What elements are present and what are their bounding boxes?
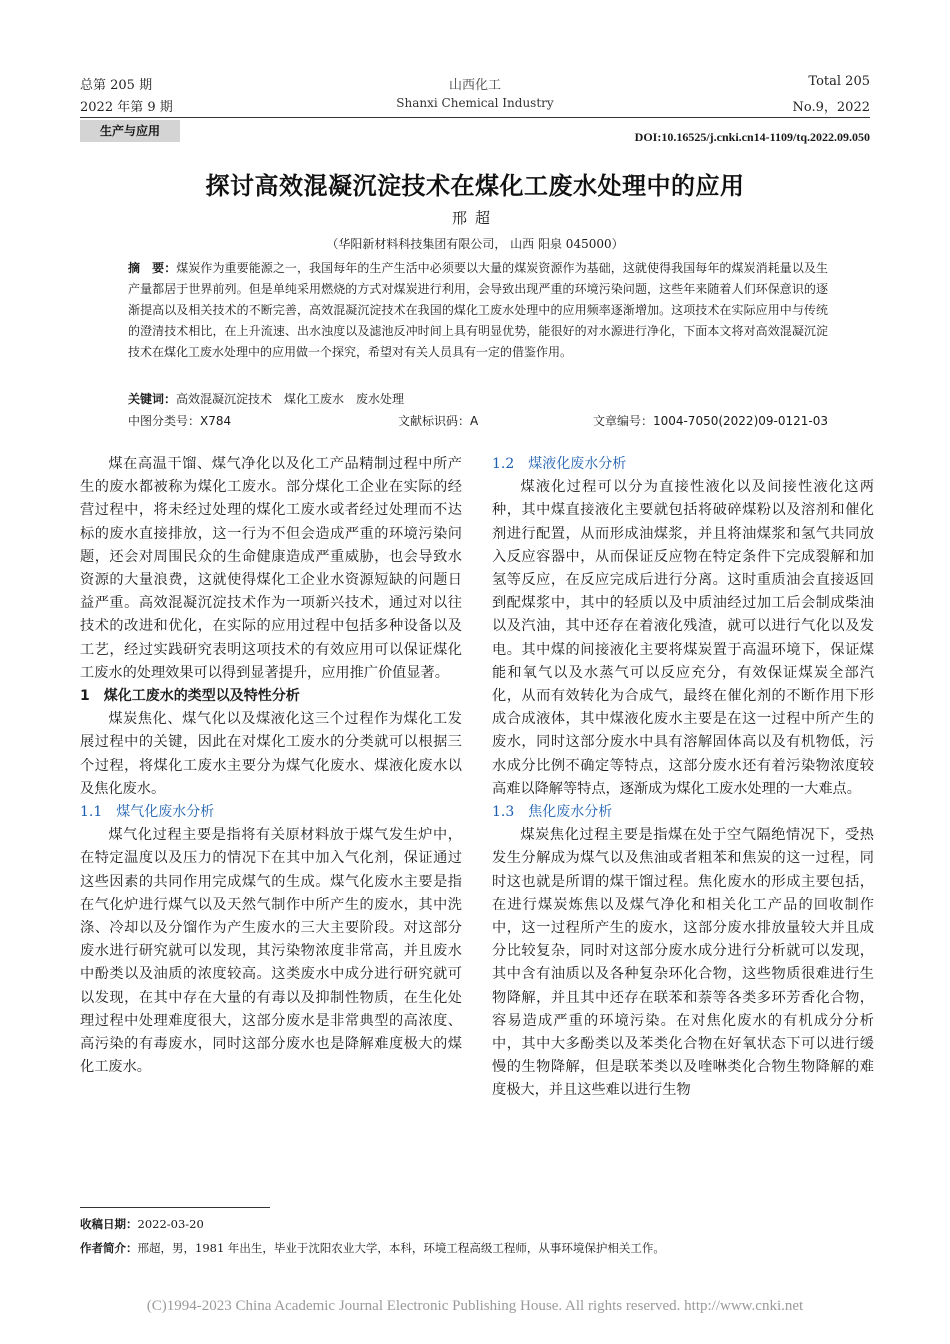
footnote-rule [80,1207,270,1208]
header-rule [80,117,870,118]
section-1-3-paragraph: 煤炭焦化过程主要是指煤在处于空气隔绝情况下，受热发生分解成为煤气以及焦油或者粗苯和焦炭的这一过程，同时这也就是所谓的煤干馏过程。焦化废水的形成主要包括，在进行煤炭炼焦以及煤气净化和相关化工产品的回收制作中，这一过程所产生的废水，这部分废水排放量较大并且成分比较复杂，同时对这部分废水成分进行分析就可以发现，其中含有油质以及各种复杂环化合物，这些物质很难进行生物降解，并且其中还存在联苯和萘等各类多环芳香化合物，容易造成严重的环境污染。在对焦化废水的有机成分分析中，其中大多酚类以及苯类化合物在好氧状态下可以进行缓慢的生物降解，但是联苯类以及喹啉类化合物生物降解的难度极大，并且这些难以进行生物 [492,827,874,1099]
body-column-left [80,453,462,1079]
issue-number-en: No.9，2022 [792,100,870,115]
section-heading-1: 1 煤化工废水的类型以及特性分析 [80,688,300,705]
abstract-label: 摘 要： [128,261,177,275]
copyright-watermark: (C)1994-2023 China Academic Journal Electronic Publishing House. All rights reserved. http://www.cnki.net [146,1298,804,1314]
section-1-1-paragraph: 煤气化过程主要是指将有关原材料放于煤气发生炉中，在特定温度以及压力的情况下在其中加入气化剂，保证通过这些因素的共同作用完成煤气的生成。煤气化废水主要是指在气化炉进行煤气以及天然气制作中所产生的废水，其中洗涤、冷却以及分馏作为产生废水的三大主要阶段。对这部分废水进行研究就可以发现，其污染物浓度非常高，并且废水中酚类以及油质的浓度较高。这类废水中成分进行研究就可以发现，在其中存在大量的有毒以及抑制性物质，在生化处理过程中处理难度很大，这部分废水是非常典型的高浓度、高污染的有毒废水，同时这部分废水也是降解难度极大的煤化工废水。 [80,827,462,1076]
keywords-label: 关键词： [128,392,177,406]
clc-number: 中图分类号：X784 [128,414,232,428]
doi: DOI:10.16525/j.cnki.cn14-1109/tq.2022.09.050 [634,130,870,144]
section-tag: 生产与应用 [80,120,180,142]
bio-text: 邢超，男，1981 年出生，毕业于沈阳农业大学，本科，环境工程高级工程师，从事环境保护相关工作。 [137,1241,665,1255]
section-heading-1-2: 1.2 煤液化废水分析 [492,456,627,472]
body-column-right [492,453,874,1103]
keywords-text: 高效混凝沉淀技术 煤化工废水 废水处理 [176,392,405,406]
received-label: 收稿日期： [80,1217,138,1231]
received-value: 2022-03-20 [137,1217,204,1231]
issue-year: 2022 年第 9 期 [80,100,173,115]
issue-total: 总第 205 期 [80,78,153,93]
section-1-2-paragraph: 煤液化过程可以分为直接性液化以及间接性液化这两种，其中煤直接液化主要就包括将破碎煤粉以及溶剂和催化剂进行配置，从而形成油煤浆，并且将油煤浆和氢气共同放入反应容器中，从而保证反应物在特定条件下完成裂解和加氢等反应，在反应完成后进行分离。这时重质油会直接返回到配煤浆中，其中的轻质以及中质油经过加工后会制成柴油以及汽油，其中还存在着液化残渣，就可以进行气化以及发电。其中煤的间接液化主要将煤炭置于高温环境下，保证煤能和氧气以及水蒸气可以反应充分，有效保证煤炭全部汽化，从而有效转化为合成气，最终在催化剂的不断作用下形成合成液体，其中煤液化废水主要是在这一过程中所产生的废水，同时这部分废水中具有溶解固体高以及有机物低，污水成分比例不确定等特点，这部分废水还有着污染物浓度较高难以降解等特点，逐渐成为煤化工废水处理的一大难点。 [492,479,874,797]
author-bio [80,1240,665,1256]
abstract-text: 煤炭作为重要能源之一，我国每年的生产生活中必须要以大量的煤炭资源作为基础，这就使得我国每年的煤炭消耗量以及生产量都居于世界前列。但是单纯采用燃烧的方式对煤炭进行利用，会导致出现严重的环境污染问题，这些年来随着人们环保意识的逐渐提高以及相关技术的不断完善，高效混凝沉淀技术在我国的煤化工废水处理中的应用频率逐渐增加。这项技术在实际应用中与传统的澄清技术相比，在上升流速、出水浊度以及滤池反冲时间上具有明显优势，能很好的对水源进行净化，下面本文将对高效混凝沉淀技术在煤化工废水处理中的应用做一个探究，希望对有关人员具有一定的借鉴作用。 [128,261,828,359]
journal-name-en: Shanxi Chemical Industry [396,96,554,110]
author: 邢超 [451,209,498,227]
section-heading-1-1: 1.1 煤气化废水分析 [80,804,215,821]
article-number: 文章编号：1004-7050(2022)09-0121-03 [592,414,828,428]
received-date [80,1216,204,1232]
journal-name-cn: 山西化工 [448,78,501,93]
article-title: 探讨高效混凝沉淀技术在煤化工废水处理中的应用 [205,172,745,200]
intro-paragraph: 煤在高温干馏、煤气净化以及化工产品精制过程中所产生的废水都被称为煤化工废水。部分煤化工企业在实际的经营过程中，将未经过处理的煤化工废水或者经过处理而不达标的废水直接排放，这一行为不但会造成严重的环境污染问题，还会对周围民众的生命健康造成严重威胁，也会导致水资源的大量浪费，这就使得煤化工企业水资源短缺的问题日益严重。高效混凝沉淀技术作为一项新兴技术，通过对以往技术的改进和优化，在实际的应用过程中包括多种设备以及工艺，经过实践研究表明这项技术的有效应用可以保证煤化工废水的处理效果可以得到显著提升，应用推广价值显著。 [80,456,462,681]
document-code: 文献标识码：A [398,414,479,428]
abstract [128,258,828,363]
keywords [128,390,828,407]
affiliation: （华阳新材料科技集团有限公司， 山西 阳泉 045000） [326,237,624,251]
issue-total-en: Total 205 [808,74,870,89]
bio-label: 作者简介： [80,1241,138,1255]
section-heading-1-3: 1.3 焦化废水分析 [492,804,613,821]
section-1-paragraph: 煤炭焦化、煤气化以及煤液化这三个过程作为煤化工发展过程中的关键，因此在对煤化工废水的分类就可以根据三个过程，将煤化工废水主要分为煤气化废水、煤液化废水以及焦化废水。 [80,711,462,797]
